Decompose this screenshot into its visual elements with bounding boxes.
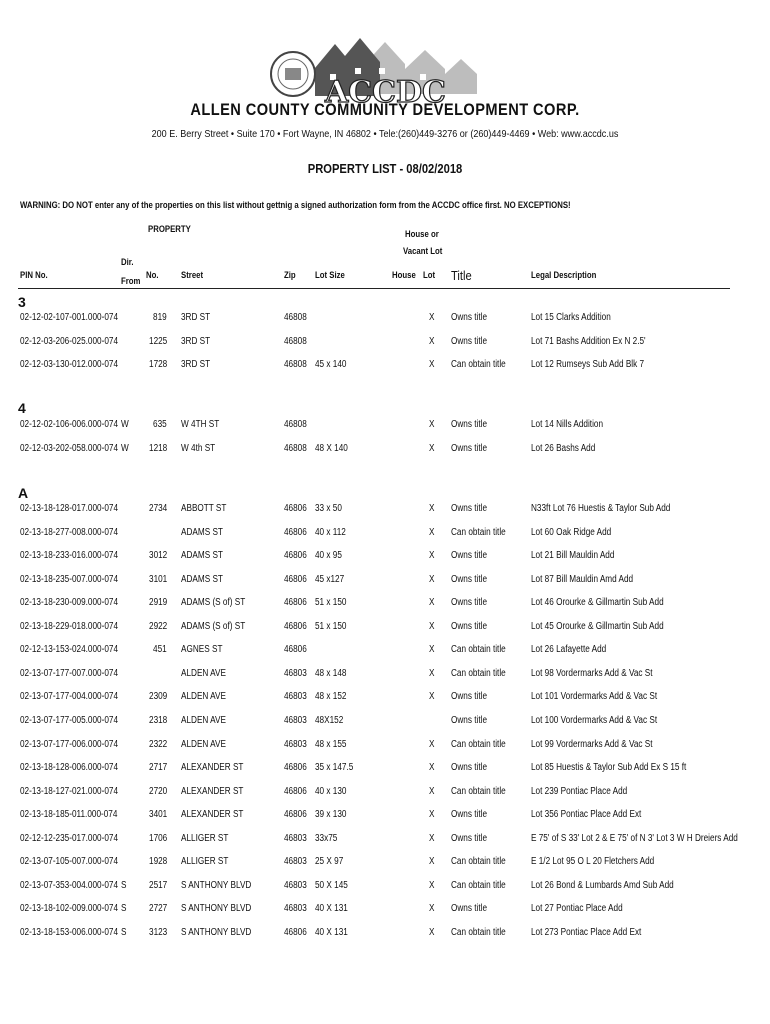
title-status: Can obtain title (451, 644, 506, 656)
zip-code: 46803 (284, 879, 307, 891)
lot-size: 45 x 140 (315, 359, 347, 371)
lot-size: 40 X 131 (315, 926, 348, 938)
pin-number: 02-12-12-235-017.000-074 (20, 832, 119, 844)
zip-code: 46803 (284, 903, 307, 915)
street-name: 3RD ST (181, 312, 211, 323)
legal-description: Lot 45 Orourke & Gillmartin Sub Add (531, 620, 664, 632)
zip-code: 46806 (284, 809, 307, 821)
vacant-lot-mark: X (429, 335, 435, 347)
vacant-lot-mark: X (429, 926, 435, 938)
zip-code: 46806 (284, 597, 307, 609)
table-row (0, 359, 770, 373)
table-row (0, 644, 770, 658)
pin-number: 02-12-03-130-012.000-074 (20, 359, 119, 371)
legal-description: Lot 100 Vordermarks Add & Vac St (531, 714, 658, 726)
zip-code: 46808 (284, 442, 307, 454)
section-label: A (18, 485, 29, 501)
title-status: Owns title (451, 573, 488, 585)
lot-size: 33x75 (315, 832, 338, 844)
zip-code: 46808 (284, 312, 307, 323)
street-name: ALLIGER ST (181, 832, 229, 844)
title-status: Can obtain title (451, 856, 506, 868)
zip-code: 46808 (284, 335, 307, 347)
pin-number: 02-13-18-229-018.000-074 (20, 620, 119, 632)
zip-code: 46803 (284, 738, 307, 750)
zip-code: 46806 (284, 620, 307, 632)
street-name: ALEXANDER ST (181, 762, 244, 774)
title-status: Can obtain title (451, 879, 506, 891)
street-number: 1706 (148, 832, 167, 844)
table-row (0, 503, 770, 517)
vacant-lot-mark: X (429, 809, 435, 821)
section-label: 3 (18, 294, 26, 310)
direction: W (121, 419, 129, 430)
title-status: Can obtain title (451, 359, 506, 371)
zip-code: 46803 (284, 667, 307, 679)
title-status: Owns title (451, 714, 488, 726)
lot-size: 45 x127 (315, 573, 345, 585)
zip-code: 46806 (284, 526, 307, 538)
street-number: 2720 (148, 785, 167, 797)
street-number: 3101 (148, 573, 167, 585)
pin-number: 02-13-07-177-004.000-074 (20, 691, 119, 703)
street-name: ALEXANDER ST (181, 785, 244, 797)
street-name: 3RD ST (181, 359, 211, 371)
vacant-lot-mark: X (429, 667, 435, 679)
direction: S (121, 903, 127, 915)
legal-description: Lot 85 Huestis & Taylor Sub Add Ex S 15 ft (531, 762, 687, 774)
street-number: 819 (153, 312, 167, 323)
table-row (0, 443, 770, 457)
vacant-lot-mark: X (429, 442, 435, 454)
vacant-lot-mark: X (429, 526, 435, 538)
street-number: 2322 (148, 738, 167, 750)
lot-size: 40 X 131 (315, 903, 348, 915)
vacant-lot-mark: X (429, 879, 435, 891)
title-column-header: Title (451, 268, 472, 283)
lot-size-column-header: Lot Size (315, 270, 345, 281)
pin-number: 02-12-03-206-025.000-074 (20, 335, 119, 347)
vacant-lot-mark: X (429, 762, 435, 774)
vacant-lot-mark: X (429, 550, 435, 562)
street-name: ALLIGER ST (181, 856, 229, 868)
street-name: ALDEN AVE (181, 738, 226, 750)
street-name: S ANTHONY BLVD (181, 926, 252, 938)
street-name: ADAMS ST (181, 526, 223, 538)
direction: S (121, 879, 127, 891)
street-name: W 4TH ST (181, 419, 220, 430)
pin-number: 02-13-07-353-004.000-074 (20, 879, 119, 891)
zip-code: 46806 (284, 573, 307, 585)
zip-code: 46808 (284, 359, 307, 371)
pin-number: 02-13-07-177-005.000-074 (20, 714, 119, 726)
street-number: 3401 (148, 809, 167, 821)
street-number: 1218 (148, 442, 167, 454)
house-column-header: House (392, 270, 416, 281)
zip-code: 46803 (284, 856, 307, 868)
title-status: Can obtain title (451, 526, 506, 538)
pin-number: 02-13-18-235-007.000-074 (20, 573, 119, 585)
legal-description: Lot 14 Nills Addition (531, 419, 604, 430)
title-status: Owns title (451, 335, 488, 347)
street-name: ADAMS ST (181, 550, 223, 562)
table-row (0, 336, 770, 350)
lot-size: 33 x 50 (315, 503, 342, 514)
legal-description: Lot 99 Vordermarks Add & Vac St (531, 738, 653, 750)
street-column-header: Street (181, 270, 204, 281)
legal-description: Lot 356 Pontiac Place Add Ext (531, 809, 642, 821)
vacant-lot-mark: X (429, 644, 435, 656)
vacant-lot-mark: X (429, 738, 435, 750)
legal-description: Lot 273 Pontiac Place Add Ext (531, 926, 642, 938)
vacant-lot-mark: X (429, 573, 435, 585)
zip-code: 46803 (284, 714, 307, 726)
zip-code: 46806 (284, 762, 307, 774)
street-number: 1728 (148, 359, 167, 371)
organization-name: ALLEN COUNTY COMMUNITY DEVELOPMENT CORP. (190, 100, 580, 119)
street-name: W 4th ST (181, 442, 216, 454)
pin-number: 02-12-03-202-058.000-074 (20, 442, 119, 454)
zip-code: 46803 (284, 691, 307, 703)
legal-description-column-header: Legal Description (531, 270, 597, 281)
table-row (0, 739, 770, 753)
vacant-lot-mark: X (429, 503, 435, 514)
zip-code: 46806 (284, 550, 307, 562)
table-row (0, 809, 770, 823)
zip-code: 46803 (284, 832, 307, 844)
zip-code: 46806 (284, 503, 307, 514)
page-title: PROPERTY LIST - 08/02/2018 (307, 161, 463, 176)
vacant-lot-mark: X (429, 597, 435, 609)
lot-size: 48 x 148 (315, 667, 347, 679)
number-column-header: No. (146, 270, 159, 281)
title-status: Can obtain title (451, 738, 506, 750)
street-number: 3012 (148, 550, 167, 562)
legal-description: Lot 26 Bashs Add (531, 442, 596, 454)
legal-description: Lot 26 Lafayette Add (531, 644, 607, 656)
zip-column-header: Zip (284, 270, 296, 281)
lot-size: 51 x 150 (315, 620, 347, 632)
zip-code: 46806 (284, 785, 307, 797)
house-or-header: House or (405, 229, 439, 240)
pin-number: 02-13-18-102-009.000-074 (20, 903, 119, 915)
street-name: AGNES ST (181, 644, 223, 656)
vacant-lot-mark: X (429, 832, 435, 844)
legal-description: Lot 12 Rumseys Sub Add Blk 7 (531, 359, 645, 371)
zip-code: 46806 (284, 926, 307, 938)
title-status: Can obtain title (451, 785, 506, 797)
legal-description: N33ft Lot 76 Huestis & Taylor Sub Add (531, 503, 671, 514)
vacant-lot-mark: X (429, 419, 435, 430)
legal-description: Lot 71 Bashs Addition Ex N 2.5' (531, 335, 646, 347)
legal-description: Lot 98 Vordermarks Add & Vac St (531, 667, 653, 679)
title-status: Owns title (451, 312, 488, 323)
legal-description: Lot 87 Bill Mauldin Amd Add (531, 573, 634, 585)
vacant-lot-mark: X (429, 785, 435, 797)
direction: S (121, 926, 127, 938)
vacant-lot-mark: X (429, 620, 435, 632)
street-name: ALDEN AVE (181, 691, 226, 703)
lot-size: 48 x 155 (315, 738, 347, 750)
legal-description: E 1/2 Lot 95 O L 20 Fletchers Add (531, 856, 655, 868)
title-status: Owns title (451, 550, 488, 562)
legal-description: Lot 46 Orourke & Gillmartin Sub Add (531, 597, 664, 609)
warning-notice: WARNING: DO NOT enter any of the properties on this list without gettnig a signed authorization form from the ACCDC office first. NO EXCEPTIONS! (20, 200, 571, 211)
pin-number: 02-13-18-153-006.000-074 (20, 926, 119, 938)
street-number: 2309 (148, 691, 167, 703)
title-status: Owns title (451, 903, 488, 915)
lot-size: 48X152 (315, 714, 344, 726)
street-number: 635 (153, 419, 167, 430)
pin-number: 02-13-07-177-006.000-074 (20, 738, 119, 750)
pin-number: 02-12-02-106-006.000-074 (20, 419, 119, 430)
street-name: ADAMS (S of) ST (181, 597, 246, 609)
pin-number: 02-13-07-177-007.000-074 (20, 667, 119, 679)
lot-size: 48 x 152 (315, 691, 347, 703)
title-status: Owns title (451, 691, 488, 703)
street-number: 2919 (148, 597, 167, 609)
from-column-header: From (121, 276, 141, 287)
pin-number: 02-12-13-153-024.000-074 (20, 644, 119, 656)
table-row (0, 903, 770, 917)
pin-number: 02-13-18-277-008.000-074 (20, 526, 119, 538)
street-number: 1225 (148, 335, 167, 347)
street-name: ADAMS ST (181, 573, 223, 585)
title-status: Owns title (451, 809, 488, 821)
table-row (0, 927, 770, 941)
table-row (0, 419, 770, 433)
table-row (0, 668, 770, 682)
title-status: Owns title (451, 442, 488, 454)
lot-size: 35 x 147.5 (315, 762, 354, 774)
legal-description: Lot 239 Pontiac Place Add (531, 785, 628, 797)
table-row (0, 833, 770, 847)
table-row (0, 880, 770, 894)
street-number: 2517 (148, 879, 167, 891)
street-name: ALDEN AVE (181, 667, 226, 679)
zip-code: 46806 (284, 644, 307, 656)
organization-address: 200 E. Berry Street • Suite 170 • Fort Wayne, IN 46802 • Tele:(260)449-3276 or (260)449-4469 • Web: www.accdc.us (151, 128, 619, 140)
lot-size: 39 x 130 (315, 809, 347, 821)
accdc-logo (255, 34, 485, 108)
pin-number: 02-13-18-185-011.000-074 (20, 809, 118, 821)
pin-number: 02-13-18-230-009.000-074 (20, 597, 119, 609)
vacant-lot-mark: X (429, 359, 435, 371)
vacant-lot-mark: X (429, 691, 435, 703)
legal-description: Lot 27 Pontiac Place Add (531, 903, 623, 915)
street-name: ABBOTT ST (181, 503, 227, 514)
pin-number: 02-12-02-107-001.000-074 (20, 312, 119, 323)
table-row (0, 527, 770, 541)
table-row (0, 597, 770, 611)
title-status: Owns title (451, 597, 488, 609)
title-status: Owns title (451, 419, 488, 430)
street-number: 2922 (148, 620, 167, 632)
pin-number: 02-13-18-127-021.000-074 (20, 785, 119, 797)
legal-description: Lot 101 Vordermarks Add & Vac St (531, 691, 658, 703)
table-row (0, 574, 770, 588)
legal-description: Lot 60 Oak Ridge Add (531, 526, 612, 538)
lot-column-header: Lot (423, 270, 436, 281)
lot-size: 48 X 140 (315, 442, 348, 454)
vacant-lot-mark: X (429, 856, 435, 868)
street-name: ALEXANDER ST (181, 809, 244, 821)
table-row (0, 856, 770, 870)
logo-text: ACCDC (325, 75, 446, 108)
lot-size: 40 x 112 (315, 526, 346, 538)
header-divider (18, 288, 730, 289)
dir-column-header: Dir. (121, 257, 134, 268)
street-number: 451 (153, 644, 167, 656)
pin-number: 02-13-07-105-007.000-074 (20, 856, 119, 868)
lot-size: 50 X 145 (315, 879, 348, 891)
street-number: 2727 (148, 903, 167, 915)
table-row (0, 762, 770, 776)
legal-description: Lot 15 Clarks Addition (531, 312, 611, 323)
street-name: ADAMS (S of) ST (181, 620, 246, 632)
street-name: ALDEN AVE (181, 714, 226, 726)
pin-column-header: PIN No. (20, 270, 48, 281)
street-number: 2318 (148, 714, 167, 726)
lot-size: 40 x 95 (315, 550, 342, 562)
table-row (0, 715, 770, 729)
lot-size: 25 X 97 (315, 856, 344, 868)
pin-number: 02-13-18-128-006.000-074 (20, 762, 119, 774)
legal-description: Lot 21 Bill Mauldin Add (531, 550, 615, 562)
title-status: Can obtain title (451, 667, 506, 679)
street-number: 1928 (148, 856, 167, 868)
table-row (0, 312, 770, 326)
title-status: Owns title (451, 503, 488, 514)
street-name: 3RD ST (181, 335, 211, 347)
legal-description: Lot 26 Bond & Lumbards Amd Sub Add (531, 879, 674, 891)
vacant-lot-mark: X (429, 903, 435, 915)
street-number: 2734 (148, 503, 167, 514)
title-status: Owns title (451, 762, 488, 774)
vacant-lot-header: Vacant Lot (403, 246, 443, 257)
street-name: S ANTHONY BLVD (181, 879, 252, 891)
street-number: 2717 (148, 762, 167, 774)
pin-number: 02-13-18-128-017.000-074 (20, 503, 119, 514)
zip-code: 46808 (284, 419, 307, 430)
lot-size: 40 x 130 (315, 785, 347, 797)
direction: W (121, 442, 129, 454)
table-row (0, 786, 770, 800)
title-status: Owns title (451, 620, 488, 632)
lot-size: 51 x 150 (315, 597, 347, 609)
legal-description: E 75' of S 33' Lot 2 & E 75' of N 3' Lot 3 W H Dreiers Add (531, 832, 738, 844)
pin-number: 02-13-18-233-016.000-074 (20, 550, 119, 562)
vacant-lot-mark: X (429, 312, 435, 323)
property-group-header: PROPERTY (148, 224, 191, 235)
title-status: Owns title (451, 832, 488, 844)
title-status: Can obtain title (451, 926, 506, 938)
street-name: S ANTHONY BLVD (181, 903, 252, 915)
table-row (0, 550, 770, 564)
section-label: 4 (18, 400, 26, 416)
street-number: 3123 (148, 926, 167, 938)
table-row (0, 691, 770, 705)
table-row (0, 621, 770, 635)
